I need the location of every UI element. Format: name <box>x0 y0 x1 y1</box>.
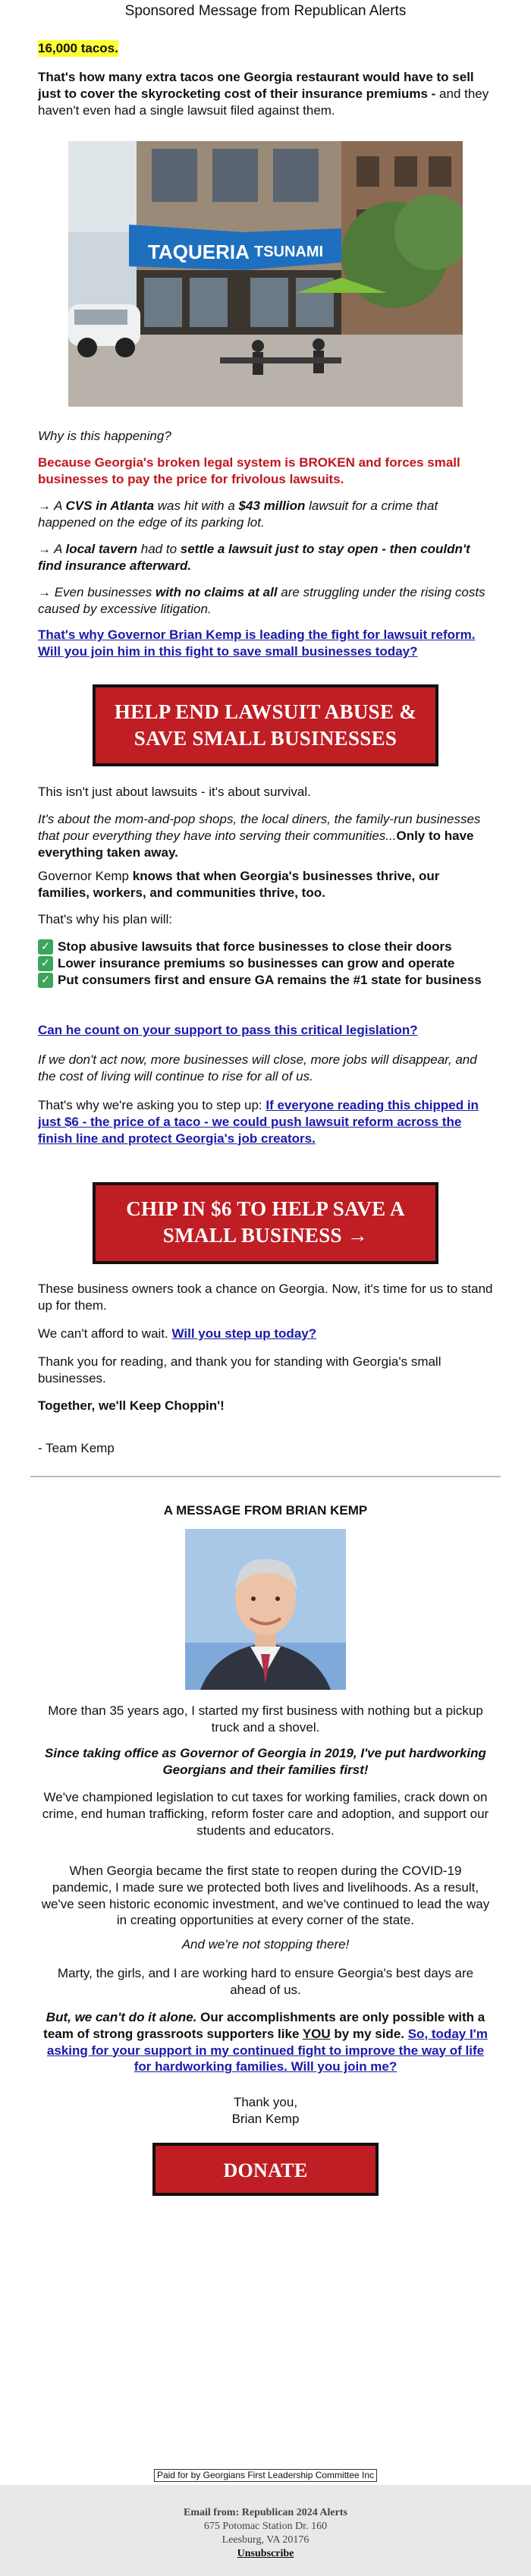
check-icon: ✓ <box>38 956 53 971</box>
bio-by-my-side: by my side. <box>330 2026 408 2041</box>
check-icon: ✓ <box>38 973 53 988</box>
footer-address-2: Leesburg, VA 20176 <box>222 2534 309 2546</box>
join-me-link[interactable]: So, today I'm asking for your support in my continued fight to improve the way of life for hardworking families. Will you join me? <box>46 2026 488 2074</box>
survival-text: This isn't just about lawsuits - it's about survival. <box>38 785 311 799</box>
point-2-text: had to <box>137 542 181 556</box>
step-up-paragraph <box>38 1097 493 1146</box>
bio-since-taking-office: Since taking office as Governor of Georgia in 2019, I've put hardworking Georgians and their families first! <box>45 1746 486 1777</box>
donate-button[interactable]: DONATE <box>152 2143 379 2196</box>
chip-in-6-link[interactable]: If everyone reading this chipped in just $6 - the price of a taco - we could push lawsuit reform across the finish line and protect Georgia's job creators. <box>38 1098 479 1146</box>
step-up-today-link[interactable]: Will you step up today? <box>171 1326 317 1341</box>
closing-thank-you: Thank you, <box>233 2095 298 2109</box>
warning-text: If we don't act now, more businesses will close, more jobs will disappear, and the cost of living will continue to rise for all of us. <box>38 1052 477 1084</box>
point-1-amount: $43 million <box>238 499 306 513</box>
bio-you: YOU <box>302 2026 331 2041</box>
plan-item-text: Lower insurance premiums so businesses can grow and operate <box>58 955 455 970</box>
awning-sign-taqueria: TAQUERIA <box>148 241 250 263</box>
point-2-arrow: → A <box>38 542 66 556</box>
point-3-rest: are struggling under the rising costs caused by excessive litigation. <box>38 585 485 616</box>
afford-lead: We can't afford to wait. <box>38 1326 172 1341</box>
brian-kemp-portrait <box>185 1529 346 1690</box>
thanks-text: Thank you for reading, and thank you for standing with Georgia's small businesses. <box>38 1354 441 1386</box>
restaurant-photo <box>68 141 463 407</box>
point-2-tavern: local tavern <box>65 542 138 556</box>
divider <box>30 1476 501 1477</box>
kemp-knows-lead: Governor Kemp <box>38 869 133 883</box>
intro-bold: That's how many extra tacos one Georgia restaurant would have to sell just to cover the skyrocketing cost of their insurance premiums - <box>38 70 474 101</box>
plan-item <box>38 939 493 955</box>
message-title: A MESSAGE FROM BRIAN KEMP <box>163 1503 368 1518</box>
paid-for-disclaimer: Paid for by Georgians First Leadership Committee Inc <box>154 2469 377 2482</box>
bio-best-days: Marty, the girls, and I are working hard to ensure Georgia's best days are ahead of us. <box>57 1966 474 1997</box>
point-1-arrow: → A <box>38 499 66 513</box>
chip-in-6-button[interactable]: CHIP IN $6 TO HELP SAVE A SMALL BUSINESS → <box>93 1182 438 1264</box>
mom-pop-italic: It's about the mom-and-pop shops, the local diners, the family-run businesses that pour everything they have into serving their communities... <box>38 812 481 843</box>
mom-pop-bold: Only to have everything taken away. <box>38 828 474 860</box>
email-footer <box>0 2485 531 2576</box>
point-3-no-claims: with no claims at all <box>155 585 278 599</box>
bio-ask-paragraph <box>38 2009 493 2075</box>
mom-pop-paragraph <box>38 811 493 860</box>
check-icon: ✓ <box>38 939 53 955</box>
point-1-rest: lawsuit for a crime that happened on the edge of its parking lot. <box>38 499 438 530</box>
plan-intro: That's why his plan will: <box>38 912 173 926</box>
bio-legislation: We've championed legislation to cut taxes for working families, crack down on crime, end human trafficking, reform foster care and adoption, and support our students and educators. <box>42 1790 489 1838</box>
closing-name: Brian Kemp <box>231 2111 300 2126</box>
bio-first-business: More than 35 years ago, I started my first business with nothing but a pickup truck and a shovel. <box>48 1703 483 1735</box>
point-1-cvs: CVS in Atlanta <box>65 499 155 513</box>
kemp-lawsuit-reform-link[interactable]: That's why Governor Brian Kemp is leading the fight for lawsuit reform. Will you join him in this fight to save small businesses today? <box>38 627 476 659</box>
step-up-lead: That's why we're asking you to step up: <box>38 1098 266 1112</box>
footer-from: Email from: Republican 2024 Alerts <box>184 2507 347 2518</box>
keep-choppin-text: Together, we'll Keep Choppin'! <box>38 1398 225 1413</box>
bio-not-stopping: And we're not stopping there! <box>181 1937 350 1952</box>
plan-item <box>38 955 493 972</box>
support-legislation-link[interactable]: Can he count on your support to pass this critical legislation? <box>38 1023 418 1037</box>
plan-list <box>38 939 493 988</box>
kemp-knows-bold: knows that when Georgia's businesses thrive, our families, workers, and communities thrive, too. <box>38 869 440 900</box>
sponsor-header: Sponsored Message from Republican Alerts <box>124 3 407 19</box>
point-2 <box>38 541 493 574</box>
awning-sign-tsunami: TSUNAMI <box>254 244 324 260</box>
bio-covid-reopen: When Georgia became the first state to reopen during the COVID-19 pandemic, I made sure we protected both lives and livelihoods. As a result, we've seen historic economic investment, and we've continued to lead the way in creating opportunities at every corner of the state. <box>41 1864 490 1928</box>
point-1 <box>38 498 493 531</box>
why-question: Why is this happening? <box>38 429 171 443</box>
red-statement: Because Georgia's broken legal system is BROKEN and forces small businesses to pay the price for frivolous lawsuits. <box>38 455 460 486</box>
intro <box>38 69 493 118</box>
unsubscribe-link[interactable]: Unsubscribe <box>237 2547 294 2559</box>
point-2-rest: settle a lawsuit just to stay open - then couldn't find insurance afterward. <box>38 542 470 573</box>
team-kemp-signoff: - Team Kemp <box>38 1441 115 1455</box>
plan-item-text: Put consumers first and ensure GA remains the #1 state for business <box>58 972 482 987</box>
intro-rest: and they haven't even had a single lawsuit filed against them. <box>38 86 489 118</box>
headline: 16,000 tacos. <box>38 41 118 55</box>
point-3 <box>38 584 493 618</box>
plan-item-text: Stop abusive lawsuits that force businesses to close their doors <box>58 939 452 954</box>
kemp-knows-paragraph <box>38 868 493 901</box>
bio-team-text: Our accomplishments are only possible with a team of strong grassroots supporters like <box>43 2010 485 2041</box>
afford-paragraph <box>38 1326 493 1342</box>
help-end-lawsuit-abuse-button[interactable]: HELP END LAWSUIT ABUSE & SAVE SMALL BUSINESSES <box>93 684 438 766</box>
plan-item <box>38 972 493 989</box>
bio-cant-do-alone: But, we can't do it alone. <box>46 2010 197 2024</box>
point-1-text: was hit with a <box>154 499 239 513</box>
footer-address-1: 675 Potomac Station Dr. 160 <box>203 2520 328 2532</box>
chance-text: These business owners took a chance on Georgia. Now, it's time for us to stand up for them. <box>38 1282 493 1313</box>
point-3-arrow: → Even businesses <box>38 585 156 599</box>
